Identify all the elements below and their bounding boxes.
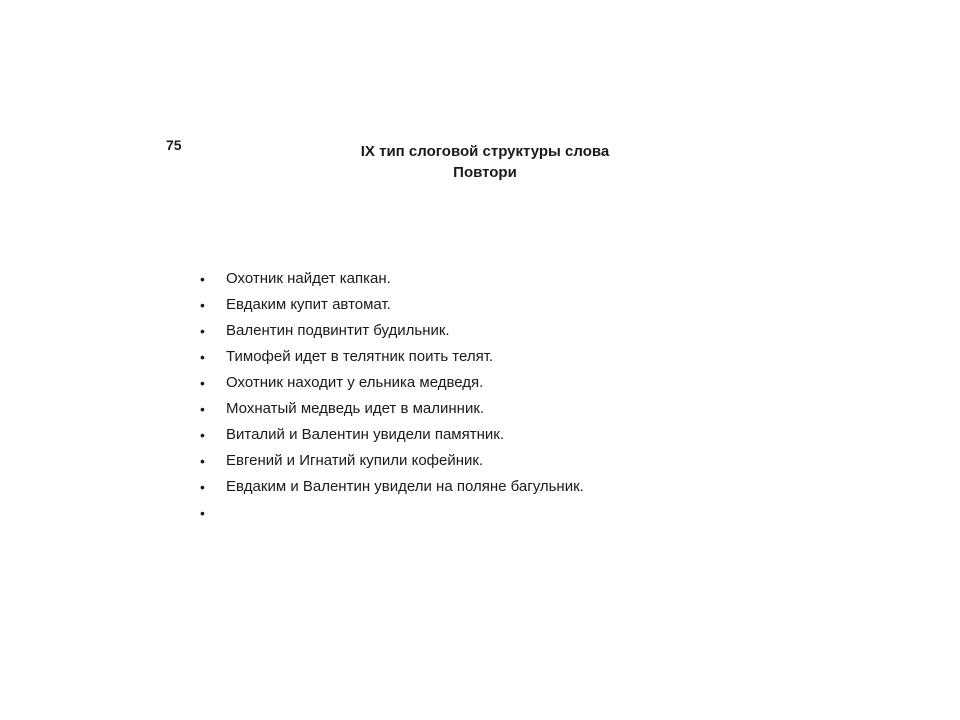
list-item: [200, 476, 584, 502]
sentence-text: Евгений и Игнатий купили кофейник.: [226, 452, 484, 469]
list-item: [200, 320, 584, 346]
title-block: [335, 141, 635, 183]
bullet-icon: •: [200, 297, 205, 313]
bullet-icon: •: [200, 479, 205, 495]
bullet-icon: •: [200, 427, 205, 443]
page-subtitle: Повтори: [453, 164, 517, 181]
list-item: [200, 398, 584, 424]
bullet-icon: •: [200, 453, 205, 469]
bullet-icon: •: [200, 375, 205, 391]
list-item: [200, 502, 584, 528]
list-item: [200, 424, 584, 450]
bullet-icon: •: [200, 349, 205, 365]
page-title: IX тип слоговой структуры слова: [360, 143, 610, 160]
list-item: [200, 372, 584, 398]
sentence-list: [200, 268, 584, 528]
sentence-text: Охотник находит у ельника медведя.: [226, 374, 484, 391]
bullet-icon: •: [200, 271, 205, 287]
sentence-text: Евдаким и Валентин увидели на поляне багульник.: [226, 478, 584, 495]
list-item: [200, 268, 584, 294]
list-item: [200, 450, 584, 476]
bullet-icon: •: [200, 505, 205, 521]
list-item: [200, 346, 584, 372]
sentence-text: Тимофей идет в телятник поить телят.: [226, 348, 494, 365]
bullet-icon: •: [200, 401, 205, 417]
page-number: 75: [166, 137, 182, 153]
sentence-text: Виталий и Валентин увидели памятник.: [226, 426, 504, 443]
bullet-icon: •: [200, 323, 205, 339]
sentence-text: Охотник найдет капкан.: [226, 270, 391, 287]
sentence-text: Евдаким купит автомат.: [226, 296, 391, 313]
list-item: [200, 294, 584, 320]
sentence-text: Валентин подвинтит будильник.: [226, 322, 450, 339]
sentence-text: Мохнатый медведь идет в малинник.: [226, 400, 485, 417]
